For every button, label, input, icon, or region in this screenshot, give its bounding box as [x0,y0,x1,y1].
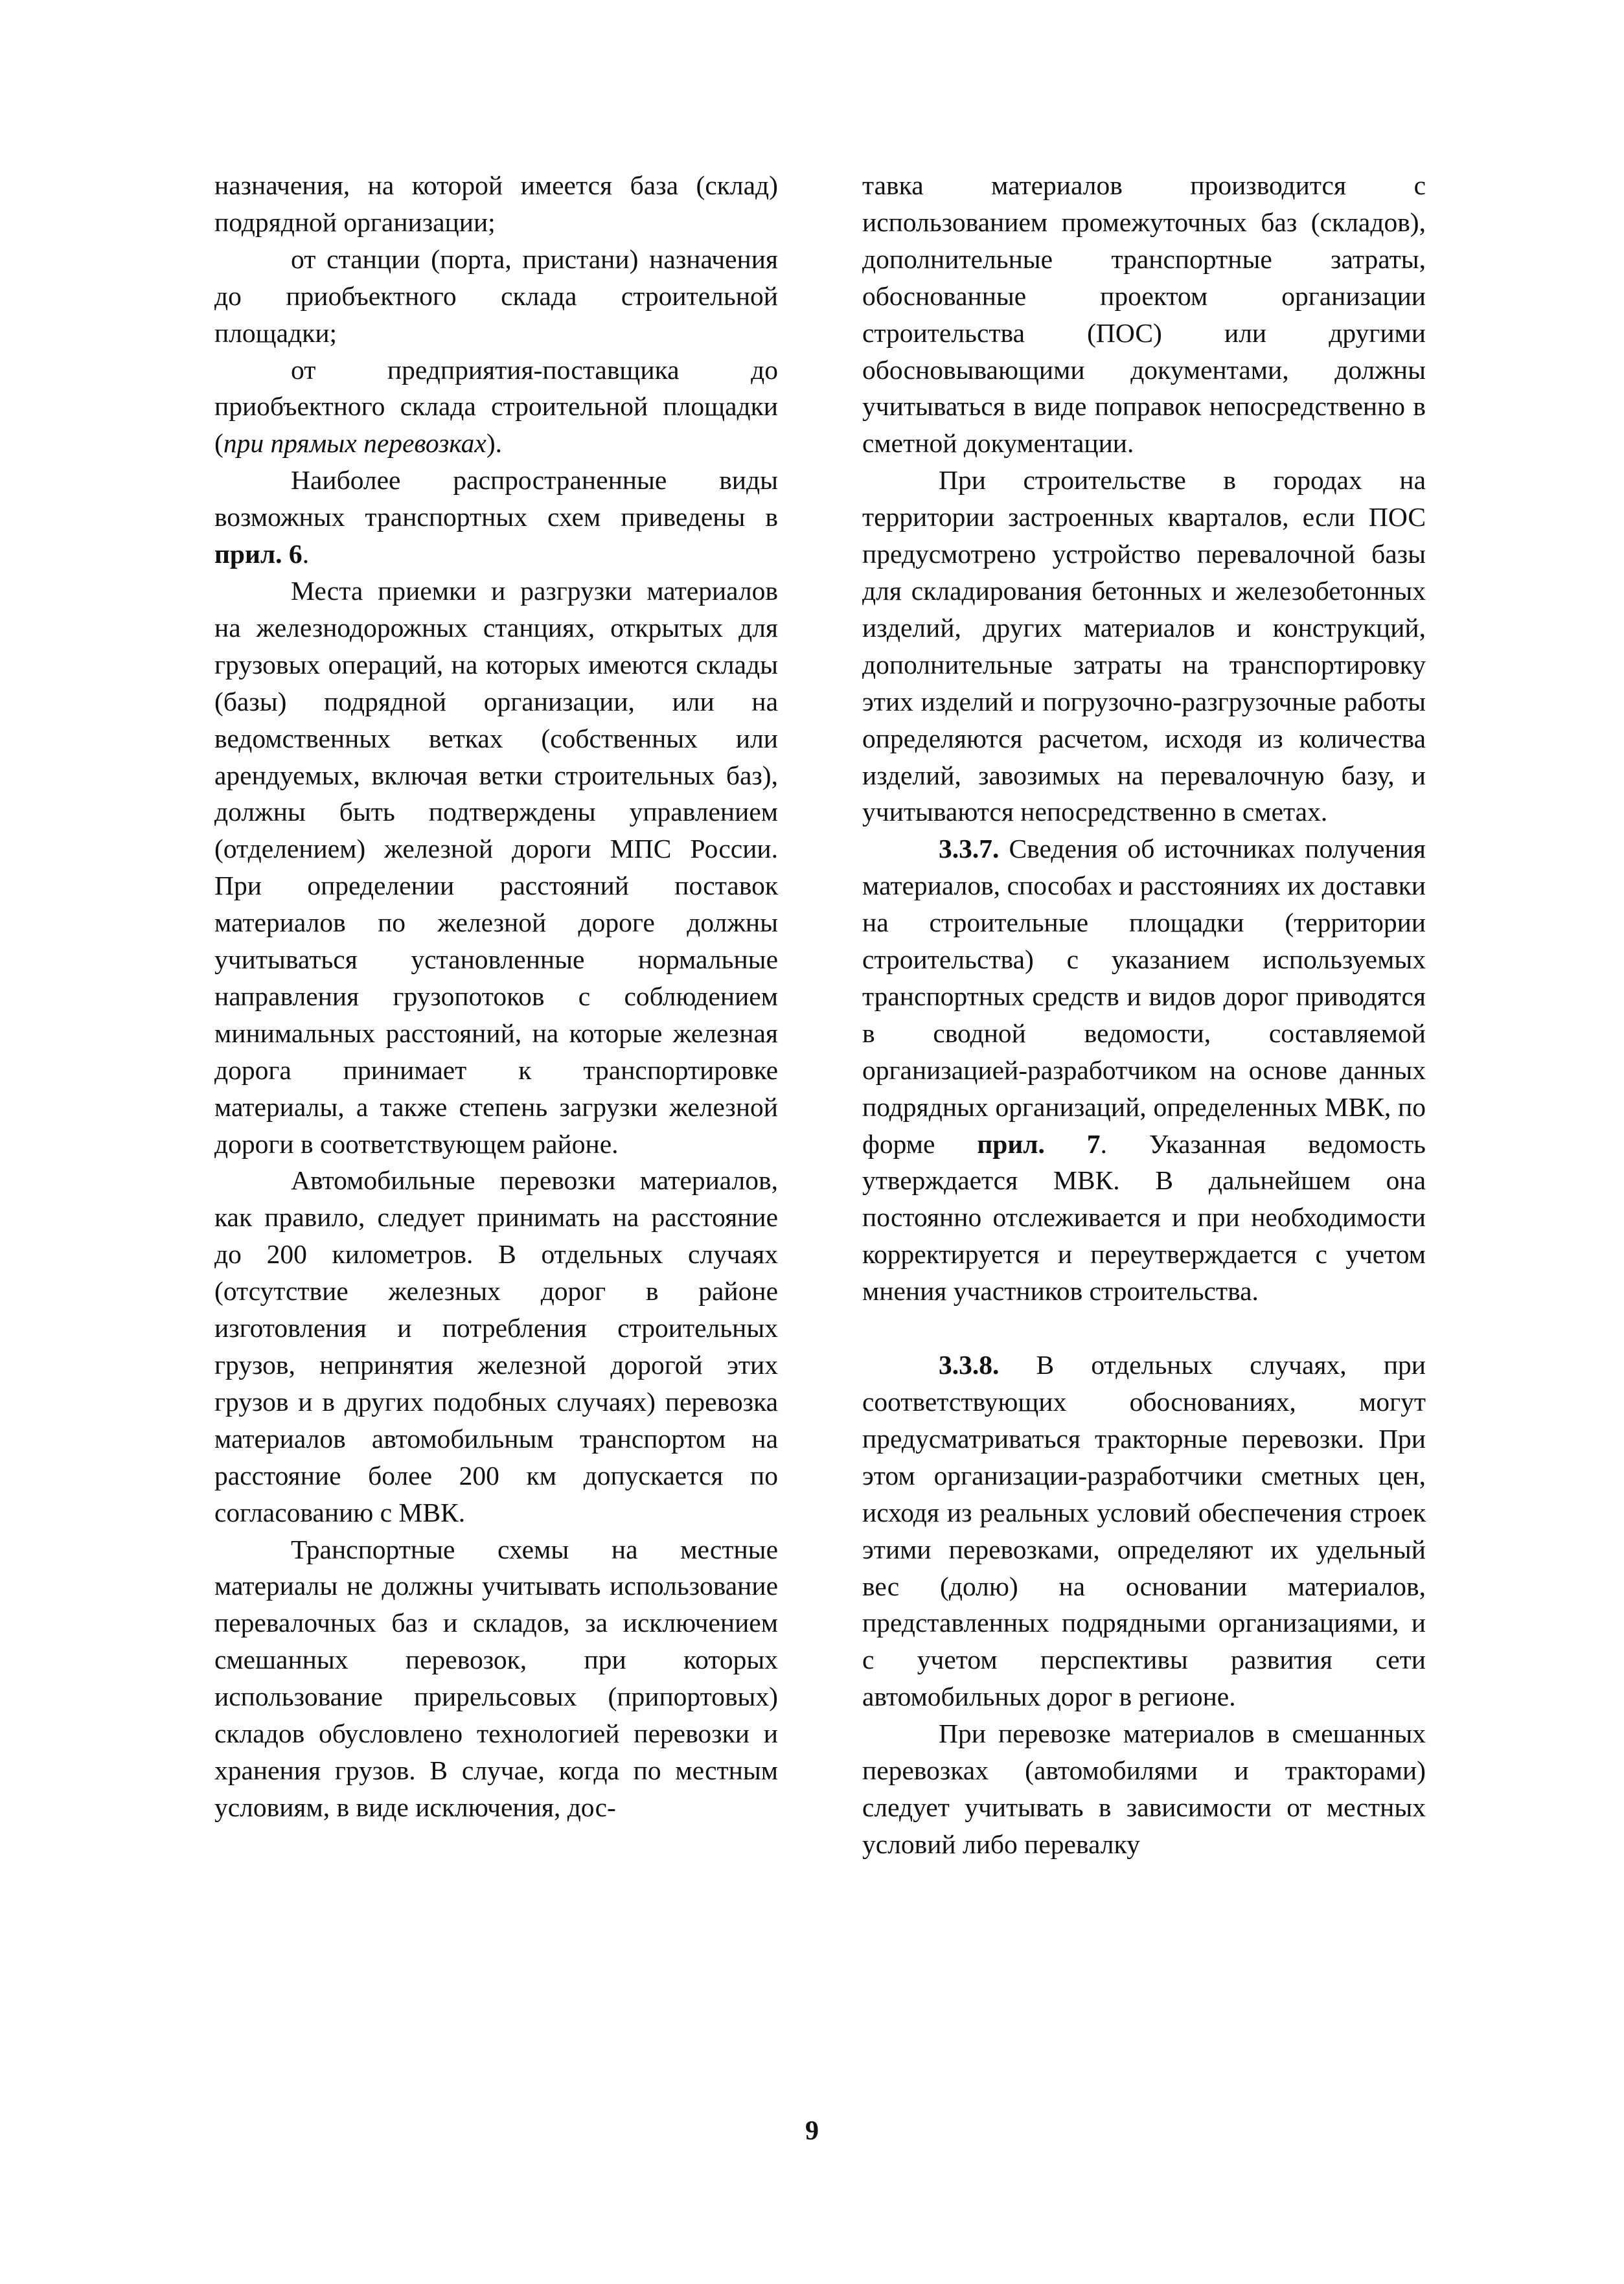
paragraph: При перевозке материалов в смешанных перевозках (автомобилями и тракторами) следует учитывать в зависимости от местных условий либо перевалку [862,1719,1426,1859]
paragraph: Автомобильные перевозки материалов, как правило, следует принимать на расстояние до 200 километров. В отдельных случаях (отсутствие железных дорог в районе изготовления и потребления строительных грузов, непринятия железной дорогой этих грузов и в других подобных случаях) перевозка материалов автомобильным транспортом на расстояние более 200 км допускается по согласованию с МВК. [214,1165,778,1527]
page-number: 9 [805,2116,819,2146]
appendix-reference: прил. 6 [214,539,303,569]
section-number: 3.3.7. [939,834,1000,864]
left-column [214,167,778,1826]
section-3-3-8: 3.3.8. В отдельных случаях, при соответствующих обоснованиях, могут предусматриваться тракторные перевозки. При этом организации-разработчики сметных цен, исходя из реальных условий обеспечения строек этими перевозками, определяют их удельный вес (долю) на основании материалов, представленных подрядными организациями, и с учетом перспективы развития сети автомобильных дорог в регионе. [862,1350,1426,1712]
italic-text: при прямых перевозках [223,428,486,459]
paragraph: Транспортные схемы на местные материалы не должны учитывать использование перевалочных баз и складов, за исключением смешанных перевозок, при которых использование прирельсовых (припортовых) складов обусловлено технологией перевозки и хранения грузов. В случае, когда по местным условиям, в виде исключения, дос- [214,1534,778,1822]
paragraph: от предприятия-поставщика до приобъектного склада строительной площадки (при прямых перевозках). [214,354,778,459]
appendix-reference: прил. 7 [977,1128,1101,1159]
paragraph: тавка материалов производится с использованием промежуточных баз (складов), дополнительные транспортные затраты, обоснованные проектом организации строительства (ПОС) или другими обосновывающими документами, должны учитываться в виде поправок непосредственно в сметной документации. [862,170,1426,459]
paragraph: назначения, на которой имеется база (склад) подрядной организации; [214,170,778,237]
paragraph: Места приемки и разгрузки материалов на железнодорожных станциях, открытых для грузовых операций, на которых имеются склады (базы) подрядной организации, или на ведомственных ветках (собственных или арендуемых, включая ветки строительных баз), должны быть подтверждены управлением (отделением) железной дороги МПС России. При определении расстояний поставок материалов по железной дороге должны учитываться установленные нормальные направления грузопотоков с соблюдением минимальных расстояний, на которые железная дорога принимает к транспортировке материалы, а также степень загрузки железной дороги в соответствующем районе. [214,575,778,1159]
paragraph: При строительстве в городах на территории застроенных кварталов, если ПОС предусмотрено устройство перевалочной базы для складирования бетонных и железобетонных изделий, других материалов и конструкций, дополнительные затраты на транспортировку этих изделий и погрузочно-разгрузочные работы определяются расчетом, исходя из количества изделий, завозимых на перевалочную базу, и учитываются непосредственно в сметах. [862,465,1426,827]
section-number: 3.3.8. [939,1350,1000,1380]
right-column [862,167,1426,1863]
paragraph: Наиболее распространенные виды возможных транспортных схем приведены в прил. 6. [214,465,778,569]
section-3-3-7: 3.3.7. Сведения об источниках получения материалов, способах и расстояниях их доставки на строительные площадки (территории строительства) с указанием используемых транспортных средств и видов дорог приводятся в сводной ведомости, составляемой организацией-разработчиком на основе данных подрядных организаций, определенных МВК, по форме прил. 7. Указанная ведомость утверждается МВК. В дальнейшем она постоянно отслеживается и при необходимости корректируется и переутверждается с учетом мнения участников строительства. [862,834,1426,1307]
paragraph: от станции (порта, пристани) назначения до приобъектного склада строительной площадки; [214,244,778,348]
